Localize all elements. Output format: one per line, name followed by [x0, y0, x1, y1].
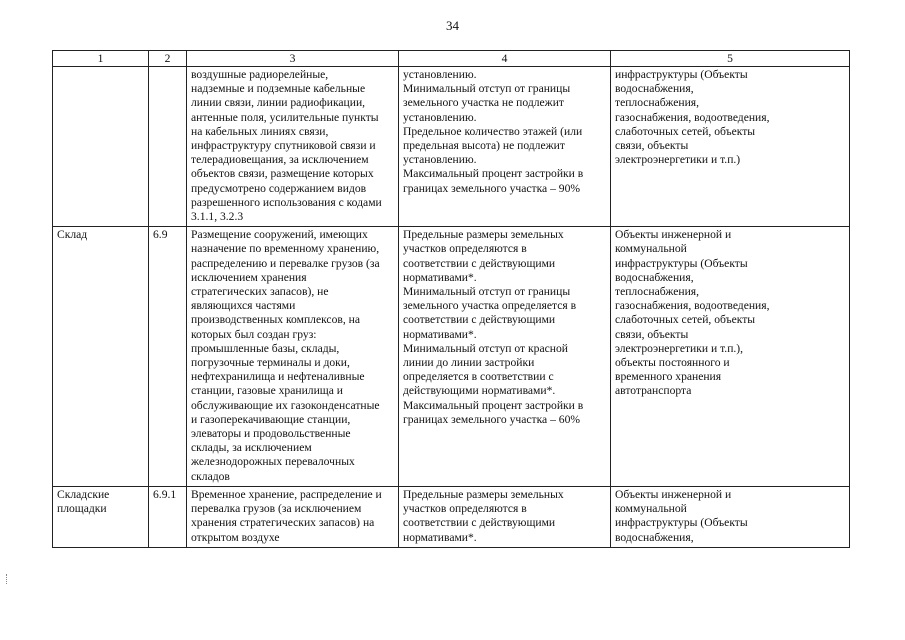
use-type-name: Склад: [53, 227, 149, 487]
auxiliary-objects: Объекты инженерной и коммунальной инфраструктуры (Объекты водоснабжения,: [611, 486, 850, 547]
use-type-description: воздушные радиорелейные, надземные и подземные кабельные линии связи, линии радиофикации, антенные поля, усилительные пункты на кабельных линиях связи, инфраструктуру спутниковой связи и телерадиовещания, за исключением объектов связи, размещение которых предусмотрено содержанием видов разрешенного использования с кодами 3.1.1, 3.2.3: [187, 67, 399, 227]
use-type-code: 6.9.1: [149, 486, 187, 547]
table-row: [53, 67, 850, 227]
page-number: 34: [446, 18, 459, 33]
use-type-code: [149, 67, 187, 227]
column-number-1: 1: [53, 51, 149, 67]
building-parameters: установлению. Минимальный отступ от границы земельного участка не подлежит установлению. Предельное количество этажей (или предельная высота) не подлежит установлению. Максимальный процент застройки в границах земельного участка – 90%: [399, 67, 611, 227]
zoning-regulations-table: [52, 50, 850, 548]
use-type-description: Размещение сооружений, имеющих назначение по временному хранению, распределению и перевалке грузов (за исключением хранения стратегических запасов), не являющихся частями производственных комплексов, на которых был создан груз: промышленные базы, склады, погрузочные терминалы и доки, нефтехранилища и нефтеналивные станции, газовые хранилища и обслуживающие их газоконденсатные и газоперекачивающие станции, элеваторы и продовольственные склады, за исключением железнодорожных перевалочных складов: [187, 227, 399, 487]
table-row: [53, 227, 850, 487]
building-parameters: Предельные размеры земельных участков определяются в соответствии с действующими нормативами*. Минимальный отступ от границы земельного участка определяется в соответствии с действующими нормативами*. Минимальный отступ от красной линии до линии застройки определяется в соответствии с действующими нормативами*. Максимальный процент застройки в границах земельного участка – 60%: [399, 227, 611, 487]
column-number-4: 4: [399, 51, 611, 67]
column-number-3: 3: [187, 51, 399, 67]
use-type-name: Складские площадки: [53, 486, 149, 547]
building-parameters: Предельные размеры земельных участков определяются в соответствии с действующими нормативами*.: [399, 486, 611, 547]
auxiliary-objects: инфраструктуры (Объекты водоснабжения, теплоснабжения, газоснабжения, водоотведения, слаботочных сетей, объекты связи, объекты электроэнергетики и т.п.): [611, 67, 850, 227]
table-header-row: [53, 51, 850, 67]
use-type-description: Временное хранение, распределение и перевалка грузов (за исключением хранения стратегических запасов) на открытом воздухе: [187, 486, 399, 547]
use-type-code: 6.9: [149, 227, 187, 487]
auxiliary-objects: Объекты инженерной и коммунальной инфраструктуры (Объекты водоснабжения, теплоснабжения, газоснабжения, водоотведения, слаботочных сетей, объекты связи, объекты электроэнергетики и т.п.), объекты постоянного и временного хранения автотранспорта: [611, 227, 850, 487]
column-number-5: 5: [611, 51, 850, 67]
use-type-name: [53, 67, 149, 227]
table-row: [53, 486, 850, 547]
scan-edge-mark: [6, 574, 11, 584]
column-number-2: 2: [149, 51, 187, 67]
